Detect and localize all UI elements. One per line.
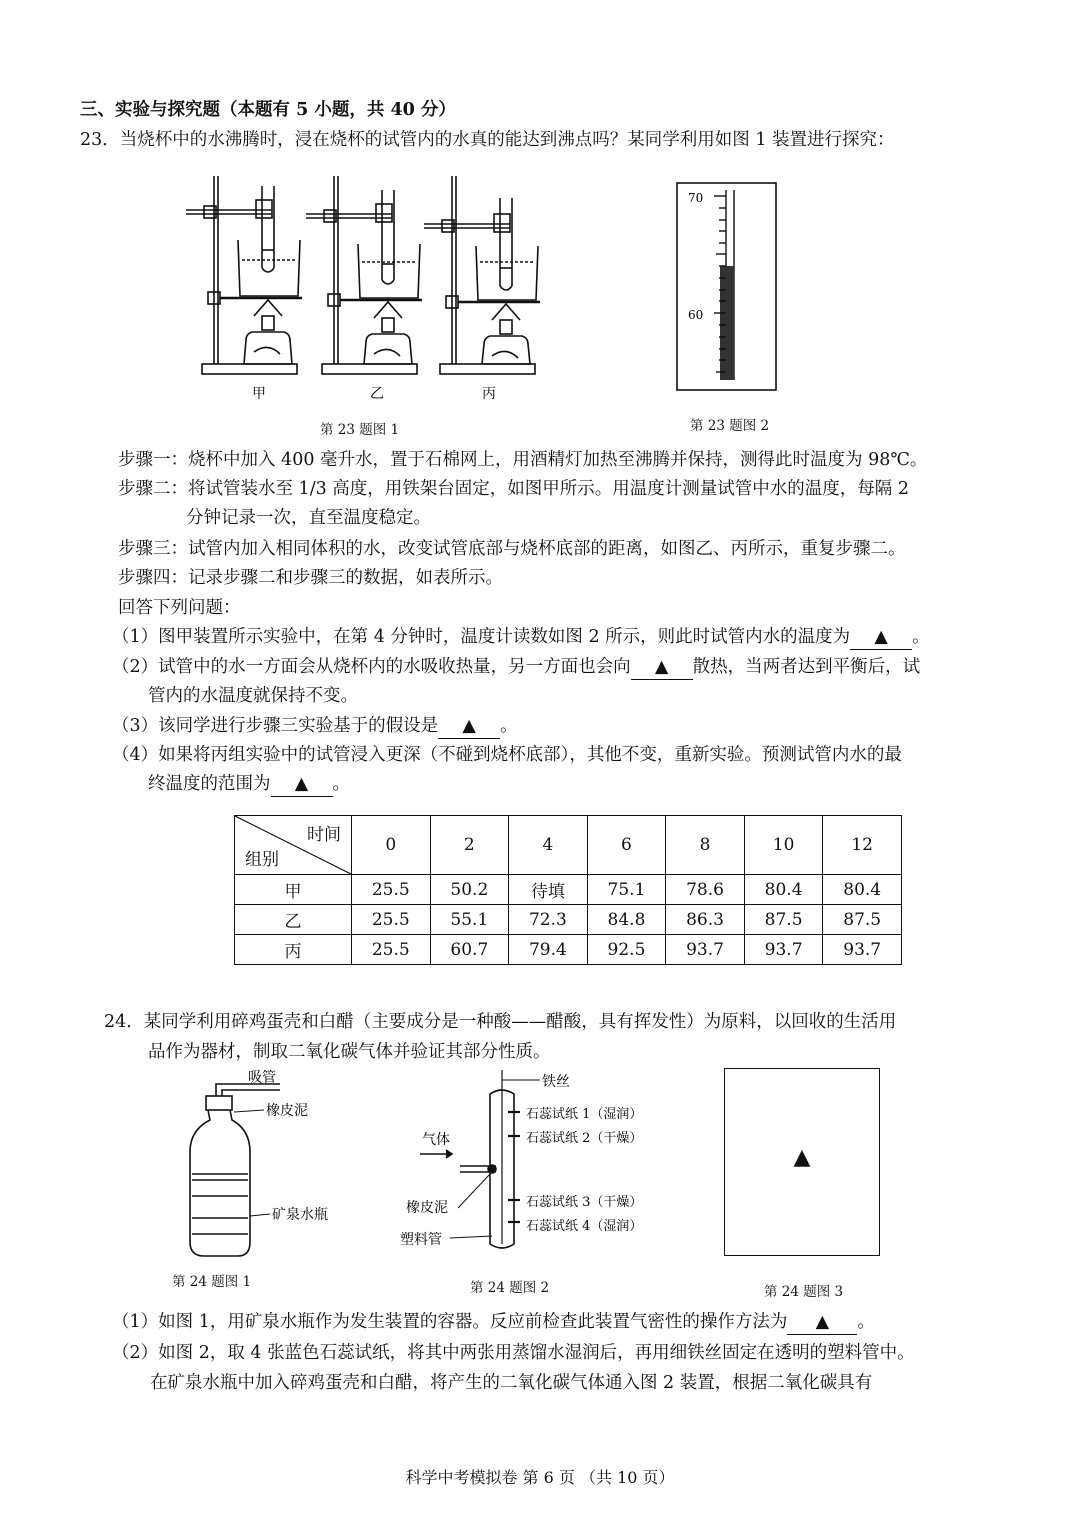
value-cell: 55.1 <box>430 905 509 935</box>
time-header: 4 <box>509 816 588 875</box>
header-time: 时间 <box>307 825 341 845</box>
value-cell: 86.3 <box>666 905 745 935</box>
label-paper-1: 石蕊试纸 1（湿润） <box>526 1107 643 1122</box>
answer-blank: ▲ <box>438 714 500 739</box>
answer-mark: ▲ <box>793 1145 811 1170</box>
step-4: 步骤四：记录步骤二和步骤三的数据，如表所示。 <box>118 568 503 588</box>
temperature-table <box>234 815 902 965</box>
section-title: 三、实验与探究题（本题有 5 小题，共 40 分） <box>80 100 456 120</box>
label-rubber-clay-2: 橡皮泥 <box>406 1200 448 1216</box>
value-cell: 78.6 <box>666 875 745 905</box>
table-row <box>235 935 902 965</box>
step-2-cont: 分钟记录一次，直至温度稳定。 <box>186 508 431 528</box>
table-row <box>235 875 902 905</box>
value-cell: 93.7 <box>666 935 745 965</box>
value-cell: 50.2 <box>430 875 509 905</box>
label-yi: 乙 <box>370 386 384 402</box>
q23-question-2-cont: 管内的水温度就保持不变。 <box>148 686 358 706</box>
q23-question-1: （1）图甲装置所示实验中，在第 4 分钟时，温度计读数如图 2 所示，则此时试管内水的温度为 ▲ 。 <box>112 625 930 650</box>
apparatus-jia <box>186 176 302 374</box>
label-plastic-tube: 塑料管 <box>400 1232 442 1248</box>
label-rubber-clay: 橡皮泥 <box>266 1103 308 1119</box>
group-cell: 丙 <box>235 935 352 965</box>
q24-question-1: （1）如图 1，用矿泉水瓶作为发生装置的容器。反应前检查此装置气密性的操作方法为 ▲ 。 <box>112 1310 875 1335</box>
q23-stem: 23．当烧杯中的水沸腾时，浸在烧杯的试管内的水真的能达到沸点吗？某同学利用如图 1 装置进行探究： <box>80 130 895 150</box>
q24-fig3-caption: 第 24 题图 3 <box>764 1284 844 1300</box>
q23-thermometer-figure <box>676 182 778 392</box>
value-cell: 87.5 <box>823 905 902 935</box>
time-header: 2 <box>430 816 509 875</box>
q23-figure1 <box>180 168 560 408</box>
tick-label-70: 70 <box>688 191 704 205</box>
value-cell: 25.5 <box>352 905 431 935</box>
label-paper-2: 石蕊试纸 2（干燥） <box>526 1131 643 1146</box>
q24-tube-figure <box>400 1066 680 1256</box>
label-paper-3: 石蕊试纸 3（干燥） <box>526 1195 643 1210</box>
q24-stem: 24．某同学利用碎鸡蛋壳和白醋（主要成分是一种酸——醋酸，具有挥发性）为原料，以回收的生活用 <box>104 1012 897 1032</box>
mercury-column <box>720 266 734 380</box>
rubber-plug <box>206 1096 232 1110</box>
q24-fig1-caption: 第 24 题图 1 <box>172 1274 252 1290</box>
q24-stem-cont: 品作为器材，制取二氧化碳气体并验证其部分性质。 <box>148 1042 551 1062</box>
q23-question-4-cont: 终温度的范围为 ▲ 。 <box>148 772 350 797</box>
q23-question-2: （2）试管中的水一方面会从烧杯内的水吸收热量，另一方面也会向 ▲ 散热，当两者达到平衡后，试 <box>112 655 920 680</box>
step-3: 步骤三：试管内加入相同体积的水，改变试管底部与烧杯底部的距离，如图乙、丙所示，重复步骤二。 <box>118 539 906 559</box>
value-cell: 79.4 <box>509 935 588 965</box>
value-cell: 25.5 <box>352 935 431 965</box>
value-cell: 92.5 <box>587 935 666 965</box>
step-2: 步骤二：将试管装水至 1/3 高度，用铁架台固定，如图甲所示。用温度计测量试管中水的温度，每隔 2 <box>118 479 909 499</box>
value-cell: 87.5 <box>744 905 823 935</box>
group-cell: 乙 <box>235 905 352 935</box>
value-cell: 25.5 <box>352 875 431 905</box>
time-header: 8 <box>666 816 745 875</box>
answer-prompt: 回答下列问题： <box>118 598 241 618</box>
time-header: 10 <box>744 816 823 875</box>
value-cell: 93.7 <box>823 935 902 965</box>
table-header-row <box>235 816 902 875</box>
value-cell: 60.7 <box>430 935 509 965</box>
tick-label-60: 60 <box>688 308 704 322</box>
apparatus-bing <box>424 176 540 374</box>
time-header: 12 <box>823 816 902 875</box>
table-row <box>235 905 902 935</box>
step-1: 步骤一：烧杯中加入 400 毫升水，置于石棉网上，用酒精灯加热至沸腾并保持，测得此时温度为 98℃。 <box>118 450 928 470</box>
label-iron-wire: 铁丝 <box>542 1074 570 1090</box>
time-header: 0 <box>352 816 431 875</box>
answer-blank: ▲ <box>271 772 333 797</box>
label-paper-4: 石蕊试纸 4（湿润） <box>526 1219 643 1234</box>
q24-answer-box <box>724 1068 880 1256</box>
q24-question-2-cont: 在矿泉水瓶中加入碎鸡蛋壳和白醋，将产生的二氧化碳气体通入图 2 装置，根据二氧化碳具有 <box>150 1373 873 1393</box>
value-cell: 72.3 <box>509 905 588 935</box>
label-bing: 丙 <box>482 386 496 402</box>
q23-question-4: （4）如果将丙组实验中的试管浸入更深（不碰到烧杯底部），其他不变，重新实验。预测试管内水的最 <box>112 745 902 765</box>
q23-fig2-caption: 第 23 题图 2 <box>690 418 770 434</box>
q23-question-3: （3）该同学进行步骤三实验基于的假设是 ▲ 。 <box>112 714 518 739</box>
header-group: 组别 <box>245 850 279 870</box>
q24-fig2-caption: 第 24 题图 2 <box>470 1280 550 1296</box>
answer-blank: ▲ <box>631 655 693 680</box>
value-cell: 93.7 <box>744 935 823 965</box>
q24-question-2: （2）如图 2，取 4 张蓝色石蕊试纸，将其中两张用蒸馏水湿润后，再用细铁丝固定在透明的塑料管中。 <box>112 1343 915 1363</box>
q24-bottle-figure <box>176 1066 366 1266</box>
group-cell: 甲 <box>235 875 352 905</box>
label-straw: 吸管 <box>248 1070 276 1086</box>
answer-blank: ▲ <box>850 625 912 650</box>
label-water-bottle: 矿泉水瓶 <box>272 1207 328 1223</box>
value-cell: 80.4 <box>823 875 902 905</box>
q23-fig1-caption: 第 23 题图 1 <box>320 422 400 438</box>
value-cell: 75.1 <box>587 875 666 905</box>
time-header: 6 <box>587 816 666 875</box>
label-gas: 气体 <box>422 1132 450 1148</box>
apparatus-yi <box>306 176 422 374</box>
value-cell: 待填 <box>509 875 588 905</box>
label-jia: 甲 <box>252 386 266 402</box>
value-cell: 84.8 <box>587 905 666 935</box>
value-cell: 80.4 <box>744 875 823 905</box>
page-footer: 科学中考模拟卷 第 6 页 （共 10 页） <box>405 1468 675 1487</box>
answer-blank: ▲ <box>787 1310 857 1335</box>
header-diagonal-cell <box>235 816 352 875</box>
